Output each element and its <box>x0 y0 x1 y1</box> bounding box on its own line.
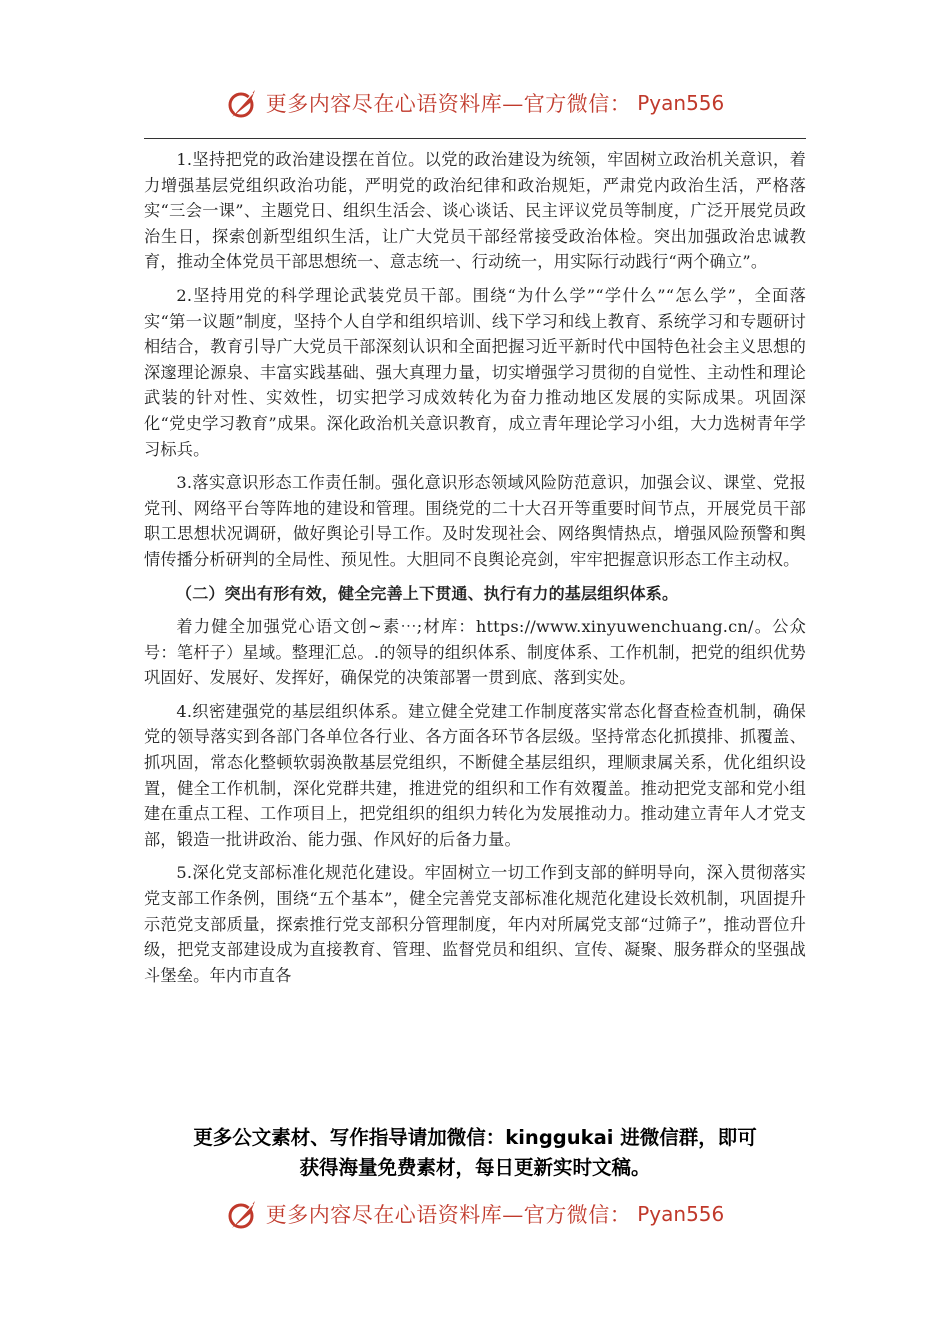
promo-line-2: 获得海量免费素材，每日更新实时文稿。 <box>299 1156 651 1179</box>
header-banner <box>0 83 950 123</box>
header-banner-wechat: Pyan556 <box>637 91 725 115</box>
footer-banner <box>0 1194 950 1234</box>
header-divider <box>144 138 806 139</box>
feather-logo-icon <box>226 86 260 120</box>
paragraph-1: 1.坚持把党的政治建设摆在首位。以党的政治建设为统领，牢固树立政治机关意识，着力增强基层党组织政治功能，严明党的政治纪律和政治规矩，严肃党内政治生活，严格落实“三会一课”、主题党日、组织生活会、谈心谈话、民主评议党员等制度，广泛开展党员政治生日，探索创新型组织生活，让广大党员干部经常接受政治体检。突出加强政治忠诚教育，推动全体党员干部思想统一、意志统一、行动统一，用实际行动践行“两个确立”。 <box>144 150 806 272</box>
header-banner-text: 更多内容尽在心语资料库—官方微信： <box>265 92 632 116</box>
paragraph-5: 5.深化党支部标准化规范化建设。牢固树立一切工作到支部的鲜明导向，深入贯彻落实党支部工作条例，围绕“五个基本”，健全完善党支部标准化规范化建设长效机制，巩固提升示范党支部质量，探索推行党支部积分管理制度，年内对所属党支部“过筛子”，推动晋位升级，把党支部建设成为直接教育、管理、监督党员和组织、宣传、凝聚、服务群众的坚强战斗堡垒。年内市直各 <box>144 863 806 985</box>
footer-banner-text: 更多内容尽在心语资料库—官方微信： <box>265 1203 632 1227</box>
section-heading: （二）突出有形有效，健全完善上下贯通、执行有力的基层组织体系。 <box>176 583 679 603</box>
paragraph-3: 3.落实意识形态工作责任制。强化意识形态领域风险防范意识，加强会议、课堂、党报党刊、网络平台等阵地的建设和管理。围绕党的二十大召开等重要时间节点，开展党员干部职工思想状况调研，做好舆论引导工作。及时发现社会、网络舆情热点，增强风险预警和舆情传播分析研判的全局性、预见性。大胆同不良舆论亮剑，牢牢把握意识形态工作主动权。 <box>144 473 806 569</box>
paragraph-2: 2.坚持用党的科学理论武装党员干部。围绕“为什么学”“学什么”“怎么学”，全面落实“第一议题”制度，坚持个人自学和组织培训、线下学习和线上教育、系统学习和专题研讨相结合，教育引导广大党员干部深刻认识和全面把握习近平新时代中国特色社会主义思想的深邃理论源泉、丰富实践基础、强大真理力量，切实增强学习贯彻的自觉性、主动性和理论武装的针对性、实效性，切实把学习成效转化为奋力推动地区发展的实际成果。巩固深化“党史学习教育”成果。深化政治机关意识教育，成立青年理论学习小组，大力选树青年学习标兵。 <box>144 285 806 459</box>
paragraph-4: 4.织密建强党的基层组织体系。建立健全党建工作制度落实常态化督查检查机制，确保党的领导落实到各部门各单位各行业、各方面各环节各层级。坚持常态化抓摸排、抓覆盖、抓巩固，常态化整顿软弱涣散基层党组织，不断健全基层组织，理顺隶属关系，优化组织设置，健全工作机制，深化党群共建，推进党的组织和工作有效覆盖。推动把党支部和党小组建在重点工程、工作项目上，把党组织的组织力转化为发展推动力。推动建立青年人才党支部，锻造一批讲政治、能力强、作风好的后备力量。 <box>144 701 806 849</box>
feather-logo-icon <box>226 1197 260 1231</box>
promo-line-1: 更多公文素材、写作指导请加微信：kinggukai 进微信群，即可 <box>193 1126 757 1149</box>
paragraph-intro: 着力健全加强党心语文创~素⋯;材库：https://www.xinyuwenchuang.cn/。公众号：笔杆子）星域。整理汇总。.的领导的组织体系、制度体系、工作机制，把党的组织优势巩固好、发展好、发挥好，确保党的决策部署一贯到底、落到实处。 <box>144 617 806 688</box>
document-body <box>144 147 806 996</box>
footer-banner-wechat: Pyan556 <box>637 1202 725 1226</box>
promo-notice <box>120 1123 830 1183</box>
